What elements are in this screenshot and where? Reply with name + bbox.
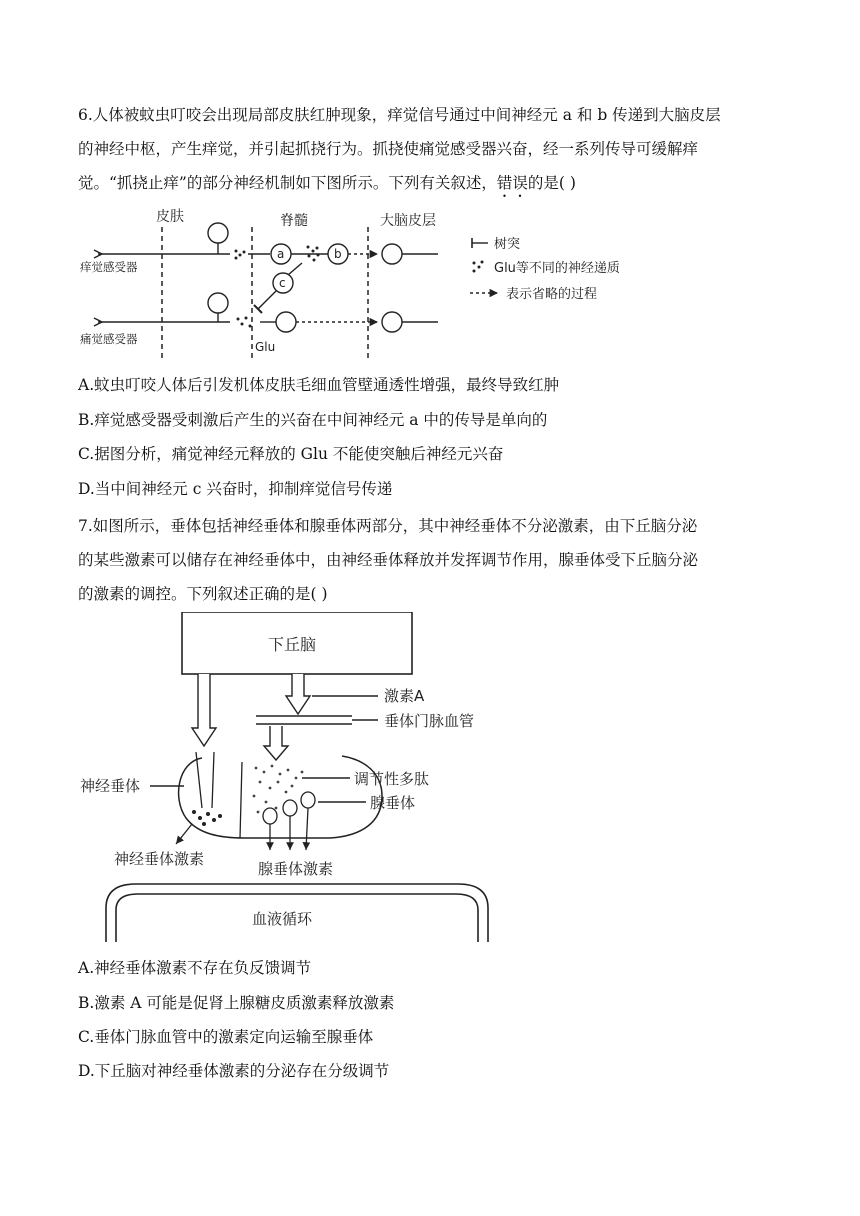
q6-stem-line-3-end: 的是( ) (527, 174, 576, 192)
q7-option-c[interactable]: C.垂体门脉血管中的激素定向运输至腺垂体 (78, 1028, 374, 1046)
q7-stem-line-3: 的激素的调控。下列叙述正确的是( ) (78, 585, 328, 603)
q6-neural-diagram (80, 205, 660, 365)
q6-emphasis-word: 错误 (496, 174, 528, 192)
adeno-release-3 (306, 808, 308, 850)
adeno-cell-3 (301, 792, 315, 808)
q6-stem-line-3 (78, 166, 788, 201)
row-itch-label: 痒觉感受器 (80, 260, 138, 274)
q6-stem-line-1: 6.人体被蚊虫叮咬会出现局部皮肤红肿现象，痒觉信号通过中间神经元 a 和 b 传递到大脑皮层 (78, 106, 721, 124)
q6-option-b[interactable]: B.痒觉感受器受刺激后产生的兴奋在中间神经元 a 中的传导是单向的 (78, 411, 548, 429)
neuron-a-label: a (277, 247, 285, 261)
q7-stem (78, 509, 788, 611)
q6-stem-line-2: 的神经中枢，产生痒觉，并引起抓挠行为。抓挠使痛觉感受器兴奋，经一系列传导可缓解痒 (78, 140, 699, 158)
hormone-a-arrow (286, 674, 310, 714)
q7-option-b[interactable]: B.激素 A 可能是促肾上腺糖皮质激素释放激素 (78, 994, 395, 1012)
legend-glu-icon (473, 261, 484, 273)
hypothalamus-label: 下丘脑 (268, 635, 317, 654)
q7-pituitary-diagram (80, 612, 520, 950)
cortex-neuron-2 (382, 312, 402, 332)
pain-relay-neuron (276, 312, 296, 332)
q7-stem-line-2: 的某些激素可以储存在神经垂体中，由神经垂体释放并发挥调节作用，腺垂体受下丘脑分泌 (78, 551, 699, 569)
pituitary-divider (240, 762, 242, 838)
itch-neuron-body (208, 223, 228, 243)
glu-label: Glu (255, 340, 276, 354)
legend-glu-text: Glu等不同的神经递质 (494, 261, 620, 276)
neuro-terminals (192, 810, 222, 826)
row-pain-label: 痛觉感受器 (80, 332, 138, 346)
q7-option-d[interactable]: D.下丘脑对神经垂体激素的分泌存在分级调节 (78, 1062, 390, 1080)
legend-dendrite-text: 树突 (494, 237, 521, 252)
q7-stem-line-1: 7.如图所示，垂体包括神经垂体和腺垂体两部分，其中神经垂体不分泌激素，由下丘脑分泌 (78, 517, 698, 535)
col-cortex-label: 大脑皮层 (380, 213, 436, 229)
adeno-cell-2 (283, 800, 297, 816)
stalk-right (212, 752, 214, 808)
q6-option-d[interactable]: D.当中间神经元 c 兴奋时，抑制痒觉信号传递 (78, 480, 393, 498)
hypothalamus-to-neuro-arrow (192, 674, 216, 746)
c-inhibitory-axon (258, 291, 276, 309)
neuro-release (176, 824, 192, 844)
adeno-hormone-label: 腺垂体激素 (258, 860, 334, 878)
portal-to-adeno-arrow (264, 726, 288, 760)
q6-stem-line-3-text: 觉。“抓挠止痒”的部分神经机制如下图所示。下列有关叙述， (78, 174, 497, 192)
legend-omitted-text: 表示省略的过程 (506, 287, 598, 302)
blood-circulation-label: 血液循环 (252, 910, 313, 928)
a-to-c (288, 263, 302, 275)
q6-option-a[interactable]: A.蚊虫叮咬人体后引发机体皮肤毛细血管壁通透性增强，最终导致红肿 (78, 376, 560, 394)
cortex-neuron-1 (382, 244, 402, 264)
pituitary-outline (179, 756, 382, 838)
regulatory-peptide-label: 调节性多肽 (354, 770, 430, 788)
hormone-a-label: 激素A (384, 687, 425, 705)
q7-option-a[interactable]: A.神经垂体激素不存在负反馈调节 (78, 959, 312, 977)
adenohypophysis-label: 腺垂体 (370, 794, 416, 812)
portal-vessel-label: 垂体门脉血管 (384, 712, 475, 730)
neuro-hormone-label: 神经垂体激素 (114, 850, 205, 868)
itch-synapse-glu-1 (235, 250, 246, 260)
neuron-b-label: b (334, 247, 342, 261)
col-spine-label: 脊髓 (280, 213, 308, 229)
neurohypophysis-label: 神经垂体 (80, 777, 141, 795)
pain-synapse-glu (237, 317, 252, 328)
adeno-cell-1 (263, 808, 277, 824)
stalk-left (196, 752, 202, 808)
q6-stem (78, 98, 788, 201)
pain-neuron-body (208, 293, 228, 313)
q6-option-c[interactable]: C.据图分析，痛觉神经元释放的 Glu 不能使突触后神经元兴奋 (78, 445, 504, 463)
col-skin-label: 皮肤 (156, 209, 184, 225)
neuron-c-label: c (279, 276, 286, 290)
